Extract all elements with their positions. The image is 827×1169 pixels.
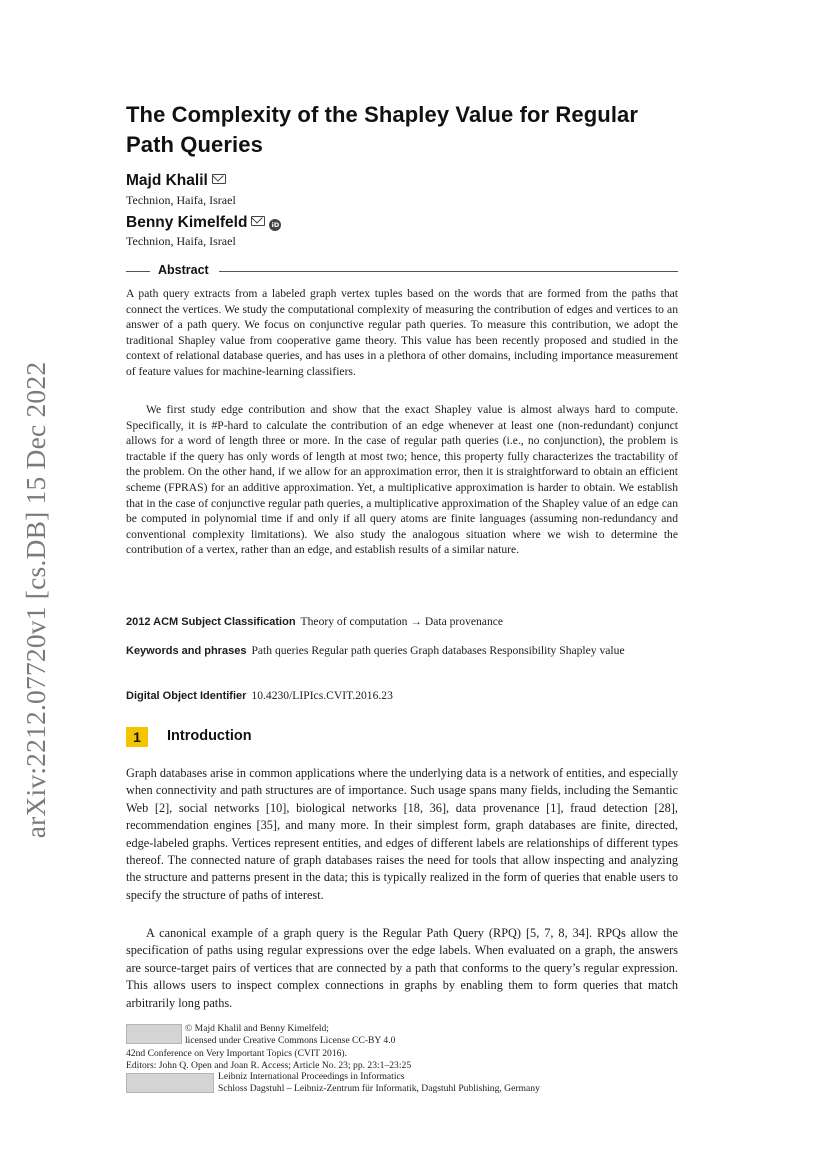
- mail-icon[interactable]: [251, 216, 265, 226]
- doi-value[interactable]: 10.4230/LIPIcs.CVIT.2016.23: [251, 689, 393, 702]
- footer-series: Leibniz International Proceedings in Informatics: [218, 1071, 405, 1082]
- doi-label: Digital Object Identifier: [126, 690, 247, 702]
- lipics-logo: [126, 1073, 214, 1093]
- acm-value: Theory of computation → Data provenance: [300, 615, 504, 628]
- author-2: [126, 214, 281, 232]
- acm-label: 2012 ACM Subject Classification: [126, 616, 296, 628]
- cc-by-license-logo: [126, 1024, 182, 1044]
- author-1: [126, 172, 226, 190]
- footer-editors: Editors: John Q. Open and Joan R. Access; Article No. 23; pp. 23:1–23:25: [126, 1060, 412, 1071]
- footer-copyright: © Majd Khalil and Benny Kimelfeld;: [185, 1023, 329, 1034]
- paper-title: The Complexity of the Shapley Value for Regular Path Queries: [126, 102, 639, 157]
- rule-right: [219, 271, 678, 272]
- author-1-affiliation: Technion, Haifa, Israel: [126, 193, 236, 207]
- orcid-icon[interactable]: iD: [269, 219, 281, 231]
- author-2-affiliation: Technion, Haifa, Israel: [126, 234, 236, 248]
- doi: [126, 688, 678, 705]
- abstract-heading: Abstract: [158, 263, 209, 277]
- arxiv-identifier: arXiv:2212.07720v1 [cs.DB] 15 Dec 2022: [20, 361, 51, 839]
- abstract-heading-rule: [126, 263, 678, 279]
- acm-classification: [126, 614, 678, 631]
- keywords-value: Path queries Regular path queries Graph databases Responsibility Shapley value: [251, 644, 625, 657]
- author-2-name: Benny Kimelfeld: [126, 214, 248, 231]
- footer-publisher: Schloss Dagstuhl – Leibniz-Zentrum für Informatik, Dagstuhl Publishing, Germany: [218, 1083, 540, 1094]
- keywords-label: Keywords and phrases: [126, 645, 247, 657]
- abstract-paragraph-1: A path query extracts from a labeled graph vertex tuples based on the words that are formed from the paths that connect the vertices. We study the computational complexity of measuring the contribution of edges and vertices to an answer of a path query. We focus on conjunctive regular path queries. To measure this contribution, we adopt the traditional Shapley value from cooperative game theory. This value has been recently proposed and studied in the context of relational database queries, and has uses in a plethora of other domains, including importance measurement of feature values for machine-learning classifiers.: [126, 287, 678, 378]
- section-title: Introduction: [167, 728, 252, 744]
- footer-conference: 42nd Conference on Very Important Topics (CVIT 2016).: [126, 1048, 348, 1059]
- intro-paragraph-2: A canonical example of a graph query is the Regular Path Query (RPQ) [5, 7, 8, 34]. RPQs allow the specification of paths using regular expressions over the edge labels. When evaluated on a graph, the answers are source-target pairs of vertices that are connected by a path that conforms to the query’s regular expression. This allows users to inspect complex connections in graphs by enabling them to form queries that match arbitrarily long paths.: [126, 926, 678, 1010]
- intro-paragraph-1: Graph databases arise in common applications where the underlying data is a network of entities, and especially when connectivity and path structures are of importance. Such usage spans many fields, including the Semantic Web [2], social networks [10], biological networks [18, 36], data provenance [1], fraud detection [28], recommendation engines [35], and many more. In their simplest form, graph databases are finite, directed, edge-labeled graphs. Vertices represent entities, and edges of different labels are relationships of different types thereof. The connected nature of graph databases raises the need for tools that allow inspecting and analyzing the structure and patterns present in the data; this is typically realized in the form of queries that enable users to specify the structure of paths of interest.: [126, 766, 678, 902]
- section-heading: [126, 727, 252, 749]
- abstract-paragraph-2: We first study edge contribution and show that the exact Shapley value is almost always hard to compute. Specifically, it is #P-hard to calculate the contribution of an edge whenever at least one (non-redundant) conjunct allows for a word of length three or more. In the case of regular path queries (i.e., no conjunction), the problem is tractable if the query has only words of length at most two; hence, this property fully characterizes the tractability of the problem. On the other hand, if we allow for an approximation error, then it is straightforward to obtain an efficient scheme (FPRAS) for an additive approximation. Yet, a multiplicative approximation is harder to obtain. We establish that in the case of conjunctive regular path queries, a multiplicative approximation of the Shapley value of an edge can be computed in polynomial time if and only if all query atoms are finite languages (assuming non-redundancy and conventional complexity limitations). We also study the analogous situation where we wish to determine the contribution of a vertex, rather than an edge, and establish results of a similar nature.: [126, 403, 678, 557]
- mail-icon[interactable]: [212, 174, 226, 184]
- footer-license[interactable]: licensed under Creative Commons License CC-BY 4.0: [185, 1035, 396, 1046]
- author-1-name: Majd Khalil: [126, 172, 208, 189]
- rule-left: [126, 271, 150, 272]
- keywords: [126, 643, 678, 660]
- section-number: 1: [126, 727, 148, 747]
